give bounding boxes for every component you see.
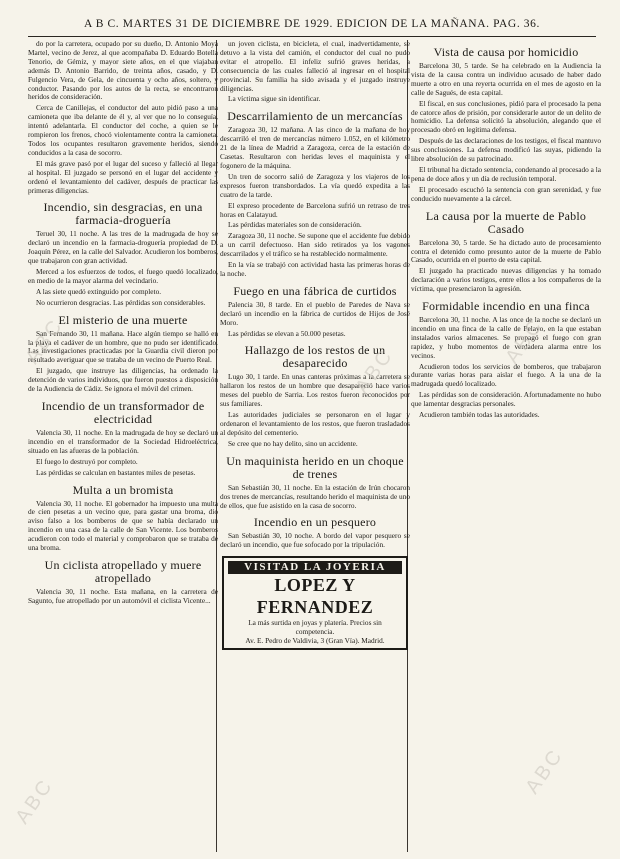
header-rule	[28, 36, 596, 37]
article-paragraph: do por la carretera, ocupado por su dueño, D. Antonio Moya Martel, vecino de Jerez, al que acompañaba D. Eduardo Botella Tenorio, de Gémiz, y mayor siete años, en el que viajaban además D. Antonio Barrido, de treinta años, casado, y D. Fulgencio Vera, de Gela, de cincuenta y ocho años, soltero, y conductor. Pasando por los autos de la recta, se encontraron heridos de consideración.	[28, 40, 218, 102]
ad-brand: LOPEZ Y FERNANDEZ	[256, 575, 374, 618]
article-paragraph: El fuego lo destruyó por completo.	[36, 456, 138, 466]
watermark: ABC	[501, 314, 549, 369]
article-paragraph: Teruel 30, 11 noche. A las tres de la madrugada de hoy se declaró un incendio en la farmacia-droguería propiedad de D. Joaquín Pérez, en la calle del Salvador. Acudieron los bomberos, que trabajaron con gran actividad.	[28, 229, 218, 266]
article-paragraph: El juzgado ha practicado nuevas diligencias y ha tomado declaración a varios testigos, entre ellos a los compañeros de la víctima, que presenciaron la agresión.	[411, 266, 601, 294]
article-paragraph: Acudieron también todas las autoridades.	[419, 410, 540, 420]
article-headline: Vista de causa por homicidio	[433, 45, 579, 59]
ad-tagline: VISITAD LA JOYERIA	[228, 561, 402, 574]
article-paragraph: Valencia 30, 11 noche. En la madrugada de hoy se declaró un incendio en el transformador de la Sociedad Hidroeléctrica, situado en las afueras de la población.	[28, 428, 218, 455]
watermark: ABC	[11, 774, 59, 829]
article-paragraph: La víctima sigue sin identificar.	[228, 94, 321, 104]
article-paragraph: Barcelona 30, 5 tarde. Se ha celebrado en la Audiencia la vista de la causa contra un individuo acusado de haber dado muerte a otro en una reyerta ocurrida en el mes de agosto en la calle de Sagués, de esta capital.	[411, 61, 601, 97]
article-paragraph: Valencia 30, 11 noche. Esta mañana, en la carretera de Sagunto, fue atropellado por un automóvil el ciclista Vicente...	[28, 586, 218, 605]
article-paragraph: El más grave pasó por el lugar del suceso y falleció al llegar al hospital. El juzgado se personó en el lugar del accidente y ordenó el levantamiento del cadáver, después de practicar las primeras diligencias.	[28, 158, 218, 195]
article-paragraph: Barcelona 30, 11 noche. A las once de la noche se declaró un incendio en una finca de la calle de Pelayo, en la que estaban instalados varios almacenes. Se propagó el fuego con gran rapidez, y hubo momentos de verdadera alarma entre los vecinos.	[411, 315, 601, 360]
article-headline: El misterio de una muerte	[58, 312, 188, 327]
article-paragraph: Las pérdidas se elevan a 50.000 pesetas.	[228, 328, 346, 338]
article-paragraph: En la vía se trabajó con actividad hasta las primeras horas de la noche.	[220, 260, 410, 278]
ad-text: La más surtida en joyas y platería. Precios sin competencia.	[248, 618, 382, 637]
ad-address: Av. E. Pedro de Valdivia, 3 (Gran Vía). Madrid.	[245, 636, 385, 646]
article-paragraph: Lugo 30, 1 tarde. En unas canteras próximas a la carretera se hallaron los restos de un hombre que desapareció hace varios meses del pueblo de Sarria. Los restos fueron reconocidos por sus familiares.	[220, 372, 410, 409]
article-paragraph: Después de las declaraciones de los testigos, el fiscal mantuvo sus conclusiones. La defensa modificó las suyas, pidiendo la libre absolución de su patrocinado.	[411, 136, 601, 164]
article-paragraph: El expreso procedente de Barcelona sufrió un retraso de tres horas en Calatayud.	[220, 200, 410, 219]
article-paragraph: Las pérdidas materiales son de consideración.	[228, 220, 362, 230]
article-paragraph: No ocurrieron desgracias. Las pérdidas son considerables.	[36, 297, 206, 307]
article-paragraph: Merced a los esfuerzos de todos, el fuego quedó localizado, en medio de la mayor alarma del vecindario.	[28, 267, 218, 285]
article-headline: Formidable incendio en una finca	[422, 299, 590, 314]
article-paragraph: San Sebastián 30, 10 noche. A bordo del vapor pesquero se declaró un incendio, que fue sofocado por la tripulación.	[220, 531, 410, 550]
article-paragraph: Zaragoza 30, 11 noche. Se supone que el accidente fue debido a un carril defectuoso. Han sido retirados ya los vagones descarrilados y el tráfico se ha restablecido normalmente.	[220, 231, 410, 259]
article-paragraph: Las pérdidas son de consideración. Afortunadamente no hubo que lamentar desgracias personales.	[411, 390, 601, 409]
article-paragraph: Se cree que no hay delito, sino un accidente.	[228, 438, 358, 448]
article-paragraph: El procesado escuchó la sentencia con gran serenidad, y fue conducido nuevamente a la cárcel.	[411, 184, 601, 203]
article-headline: Incendio de un transformador de electricidad	[41, 399, 205, 426]
article-headline: Descarrilamiento de un mercancías	[227, 109, 403, 124]
running-head: A B C. MARTES 31 DE DICIEMBRE DE 1929. EDICION DE LA MAÑANA. PAG. 36.	[84, 18, 540, 30]
article-paragraph: San Fernando 30, 11 mañana. Hace algún tiempo se halló en la playa el cadáver de un hombre, que no pudo ser identificado. Las investigaciones practicadas por la Guardia civil dieron por resultado averiguar que se trataba de un vecino de Puerto Real.	[28, 328, 218, 365]
article-headline: Incendio, sin desgracias, en una farmacia-droguería	[43, 200, 203, 228]
column-3	[411, 40, 601, 852]
article-paragraph: El juzgado, que instruye las diligencias, ha ordenado la detención de varios individuos, que fueron puestos a disposición de la Audiencia de Cádiz. Se ignora el móvil del crimen.	[28, 366, 218, 394]
column-1	[28, 40, 218, 852]
article-headline: Un maquinista herido en un choque de trenes	[226, 453, 404, 481]
article-paragraph: A las siete quedó extinguido por completo.	[36, 286, 162, 296]
advertisement	[222, 556, 408, 650]
article-paragraph: Zaragoza 30, 12 mañana. A las cinco de la mañana de hoy descarriló el tren de mercancías número 1.052, en el kilómetro 21 de la línea de Madrid a Zaragoza, cerca de la estación de Casetas. Resultaron con heridas leves el maquinista y el fogonero de la máquina.	[220, 125, 410, 170]
article-paragraph: Palencia 30, 8 tarde. En el pueblo de Paredes de Nava se declaró un incendio en la fábrica de curtidos de Hijos de José Moro.	[220, 299, 410, 327]
article-paragraph: El fiscal, en sus conclusiones, pidió para el procesado la pena de catorce años de prisión, por considerarle autor de un delito de homicidio. La defensa solicitó la absolución, alegando que el procesado obró en legítima defensa.	[411, 98, 601, 135]
article-headline: Un ciclista atropellado y muere atropellado	[44, 557, 202, 585]
article-headline: Fuego en una fábrica de curtidos	[233, 283, 397, 298]
column-2	[220, 40, 410, 852]
article-headline: Incendio en un pesquero	[253, 515, 377, 530]
watermark: ABC	[351, 344, 399, 399]
watermark: ABC	[521, 744, 569, 799]
article-paragraph: Barcelona 30, 5 tarde. Se ha dictado auto de procesamiento contra el detenido como presunto autor de la muerte de Pablo Casado, ocurrida en el puerto de esta capital.	[411, 237, 601, 265]
article-paragraph: Cerca de Canillejas, el conductor del auto pidió paso a una camioneta que iba delante de él y, al ver que no lo conseguía, intentó adelantarla. El conductor del coche, a quien se le rompieron los frenos, chocó violentamente contra la camioneta. Todos los ocupantes resultaron gravemente heridos, siendo conducidos a la casa de socorro.	[28, 103, 218, 157]
article-paragraph: Un tren de socorro salió de Zaragoza y los viajeros de los expresos fueron transbordados. La vía quedó expedita a las cuatro de la tarde.	[220, 171, 410, 199]
article-paragraph: Las pérdidas se calculan en bastantes miles de pesetas.	[36, 467, 196, 477]
article-paragraph: San Sebastián 30, 11 noche. En la estación de Irún chocaron dos trenes de mercancías, resultando herido el maquinista de uno de ellos, que fue asistido en la casa de socorro.	[220, 482, 410, 510]
article-paragraph: Acudieron todos los servicios de bomberos, que trabajaron durante varias horas para aislar el fuego. A la una de la madrugada quedó localizado.	[411, 361, 601, 389]
article-paragraph: El tribunal ha dictado sentencia, condenando al procesado a la pena de doce años y un día de reclusión temporal.	[411, 164, 601, 183]
watermark: ABC	[21, 314, 69, 369]
article-paragraph: un joven ciclista, en bicicleta, el cual, inadvertidamente, se detuvo a la vista del camión, el conductor del cual no pudo evitar el atropello. El infeliz sufrió graves heridas, a consecuencia de las cuales falleció al ingresar en el hospital provincial. Su familia ha sido avisada y el juzgado instruye diligencias.	[220, 40, 410, 93]
article-paragraph: Las autoridades judiciales se personaron en el lugar y ordenaron el levantamiento de los restos, que fueron trasladados al depósito del cementerio.	[220, 410, 410, 437]
article-headline: Multa a un bromista	[72, 482, 174, 497]
article-paragraph: Valencia 30, 11 noche. El gobernador ha impuesto una multa de cien pesetas a un vecino que, para gastar una broma, dio aviso falso a los bomberos de que se había declarado un incendio en una casa de la calle de San Vicente. Los bomberos acudieron con todo el material y comprobaron que se trataba de una broma.	[28, 498, 218, 553]
article-headline: La causa por la muerte de Pablo Casado	[425, 208, 587, 236]
article-headline: Hallazgo de los restos de un desaparecido	[244, 343, 386, 371]
